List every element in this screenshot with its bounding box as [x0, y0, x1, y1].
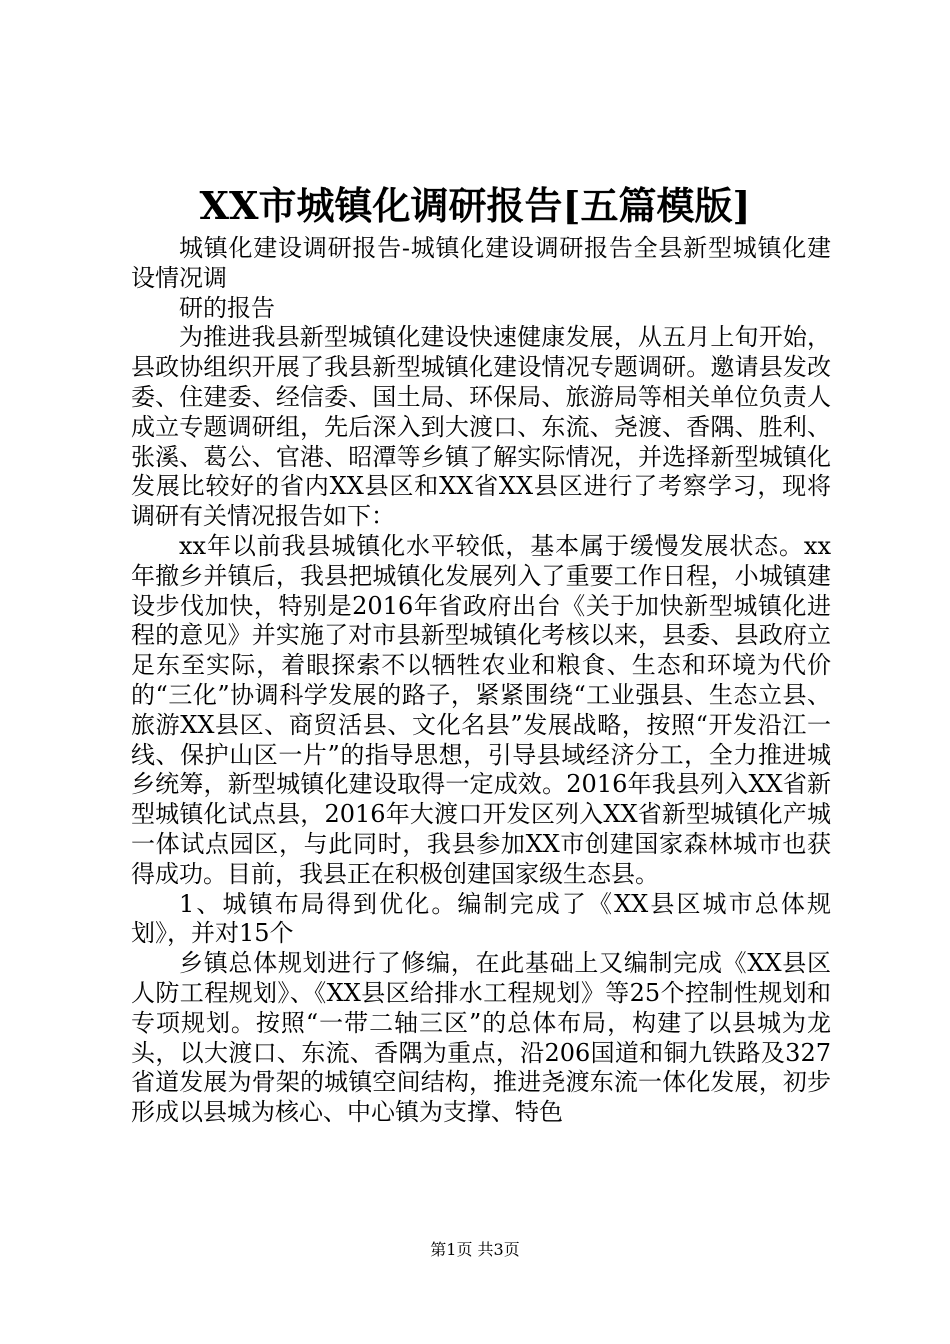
- document-title: XX市城镇化调研报告[五篇模版]: [199, 183, 751, 228]
- page-footer: 第1页 共3页: [430, 1240, 520, 1259]
- paragraph: xx年以前我县城镇化水平较低，基本属于缓慢发展状态。xx年撤乡并镇后，我县把城镇化发展列入了重要工作日程，小城镇建设步伐加快，特别是2016年省政府出台《关于加快新型城镇化进程的意见》并实施了对市县新型城镇化考核以来，县委、县政府立足东至实际，着眼探索不以牺牲农业和粮食、生态和环境为代价的“三化”协调科学发展的路子，紧紧围绕“工业强县、生态立县、旅游XX县区、商贸活县、文化名县”发展战略，按照“开发沿江一线、保护山区一片”的指导思想，引导县域经济分工，全力推进城乡统筹，新型城镇化建设取得一定成效。2016年我县列入XX省新型城镇化试点县，2016年大渡口开发区列入XX省新型城镇化产城一体试点园区，与此同时，我县参加XX市创建国家森林城市也获得成功。目前，我县正在积极创建国家级生态县。: [131, 531, 831, 888]
- paragraph: 1、城镇布局得到优化。编制完成了《XX县区城市总体规划》，并对15个: [131, 889, 831, 948]
- paragraph: 为推进我县新型城镇化建设快速健康发展，从五月上旬开始，县政协组织开展了我县新型城镇化建设情况专题调研。邀请县发改委、住建委、经信委、国土局、环保局、旅游局等相关单位负责人成立专题调研组，先后深入到大渡口、东流、尧渡、香隅、胜利、张溪、葛公、官港、昭潭等乡镇了解实际情况，并选择新型城镇化发展比较好的省内XX县区和XX省XX县区进行了考察学习，现将调研有关情况报告如下：: [131, 323, 831, 531]
- paragraph: 研的报告: [179, 293, 275, 322]
- paragraph: 乡镇总体规划进行了修编，在此基础上又编制完成《XX县区人防工程规划》、《XX县区给排水工程规划》等25个控制性规划和专项规划。按照“一带二轴三区”的总体布局，构建了以县城为龙头，以大渡口、东流、香隅为重点，沿206国道和铜九铁路及327省道发展为骨架的城镇空间结构，推进尧渡东流一体化发展，初步形成以县城为核心、中心镇为支撑、特色: [131, 949, 831, 1127]
- document-body: [131, 234, 831, 1128]
- paragraph: 城镇化建设调研报告-城镇化建设调研报告全县新型城镇化建设情况调: [131, 234, 831, 292]
